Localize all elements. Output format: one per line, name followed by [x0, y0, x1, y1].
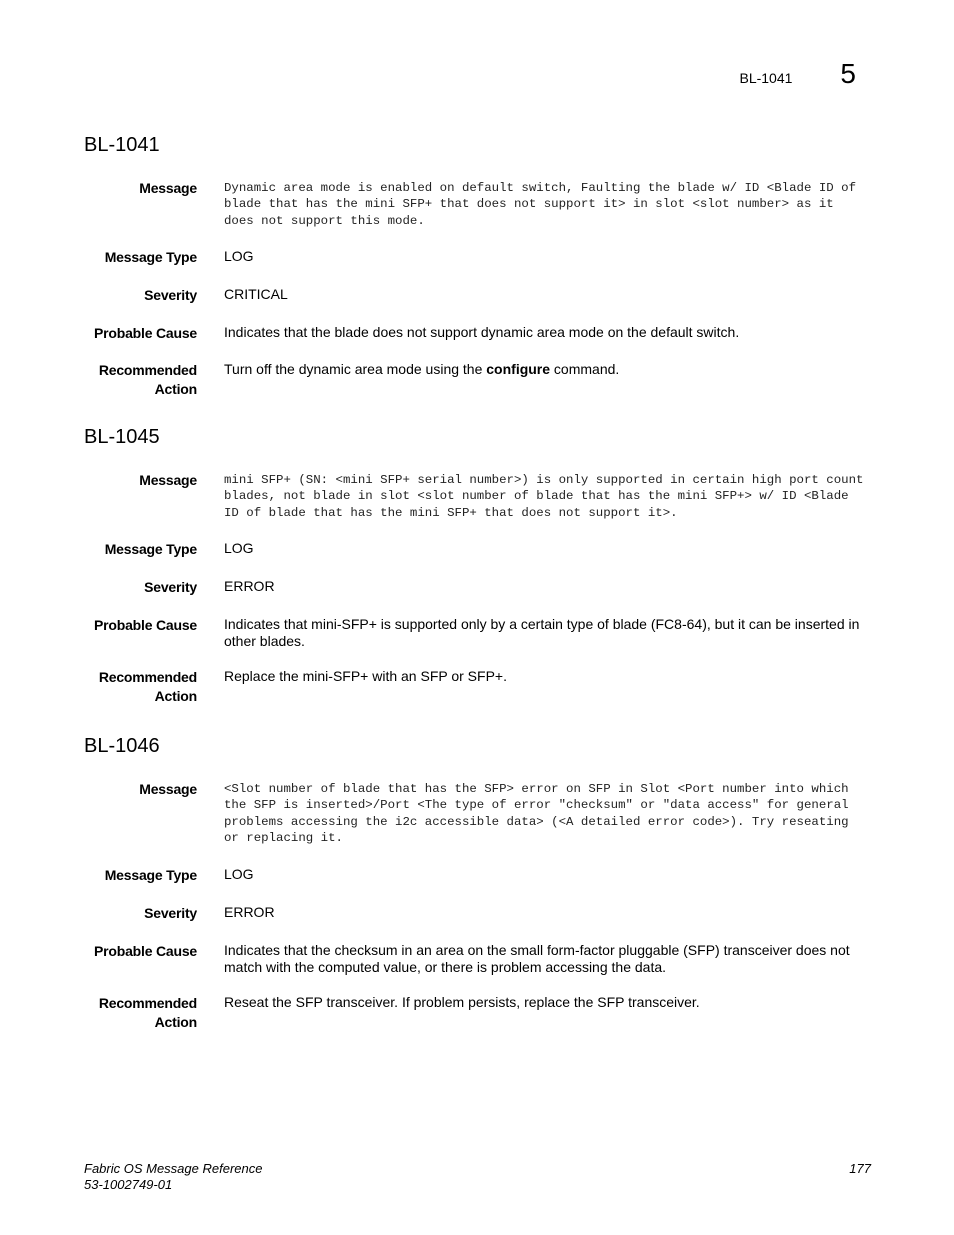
running-head: BL-1041	[739, 70, 793, 86]
chapter-number: 5	[840, 58, 856, 89]
severity-value: ERROR	[224, 578, 275, 595]
message-type-value: LOG	[224, 540, 254, 557]
recommended-action-row	[84, 361, 874, 399]
probable-cause-text: Indicates that the blade does not support dynamic area mode on the default switch.	[224, 324, 740, 341]
entry-heading: BL-1045	[84, 426, 160, 448]
probable-cause-label: Probable Cause	[93, 942, 197, 959]
entry-bl-1046	[84, 735, 874, 1032]
message-label: Message	[139, 180, 197, 196]
message-type-row	[84, 248, 874, 267]
recommended-action-label: Recommended Action	[98, 669, 197, 705]
message-type-value: LOG	[224, 865, 254, 882]
message-type-value: LOG	[224, 248, 254, 265]
message-type-row	[84, 866, 874, 885]
recommended-action-row	[84, 994, 874, 1032]
severity-row	[84, 286, 874, 305]
message-type-label: Message Type	[104, 541, 197, 558]
message-row	[84, 179, 874, 229]
message-row	[84, 471, 874, 521]
severity-label: Severity	[144, 287, 197, 304]
message-type-label: Message Type	[104, 866, 197, 883]
probable-cause-text: Indicates that mini-SFP+ is supported only by a certain type of blade (FC8-64), but it can be inserted in other blades.	[224, 616, 860, 650]
configure-command: configure	[486, 361, 551, 378]
message-text: Dynamic area mode is enabled on default switch, Faulting the blade w/ ID <Blade ID of blade that has the mini SFP+ that does not support it> in slot <slot number> as it does not support this mode.	[224, 181, 857, 228]
message-type-row	[84, 540, 874, 559]
probable-cause-label: Probable Cause	[93, 617, 197, 634]
recommended-action-label: Recommended Action	[98, 994, 197, 1030]
page-header	[739, 58, 856, 90]
recommended-action-label: Recommended Action	[98, 362, 197, 398]
severity-label: Severity	[144, 579, 197, 596]
entry-heading: BL-1046	[84, 735, 160, 757]
message-text: <Slot number of blade that has the SFP> error on SFP in Slot <Port number into which the SFP is inserted>/Port <The type of error "checksum" or "data access" for general problems accessing the i2c accessible data> (<A detailed error code>). Try reseating or replacing it.	[224, 782, 849, 846]
severity-value: ERROR	[224, 903, 275, 920]
recommended-action-text: Turn off the dynamic area mode using the configure command.	[224, 361, 620, 378]
footer-title: Fabric OS Message Reference	[84, 1161, 263, 1176]
message-label: Message	[139, 781, 197, 797]
severity-value: CRITICAL	[224, 286, 288, 303]
probable-cause-row	[84, 616, 874, 650]
recommended-action-text: Reseat the SFP transceiver. If problem persists, replace the SFP transceiver.	[224, 993, 700, 1010]
probable-cause-row	[84, 942, 874, 976]
footer-doc-number: 53-1002749-01	[84, 1177, 173, 1192]
severity-row	[84, 578, 874, 597]
message-text: mini SFP+ (SN: <mini SFP+ serial number>) is only supported in certain high port count blades, not blade in slot <slot number of blade that has the mini SFP+> w/ ID <Blade ID of blade that has the mini SFP+ that does not support it>.	[224, 473, 864, 520]
probable-cause-label: Probable Cause	[93, 325, 197, 342]
entry-bl-1045	[84, 426, 874, 706]
entry-bl-1041	[84, 134, 874, 399]
entry-heading: BL-1041	[84, 134, 160, 156]
recommended-action-text: Replace the mini-SFP+ with an SFP or SFP+.	[224, 668, 507, 685]
page-footer	[84, 1161, 871, 1193]
severity-label: Severity	[144, 904, 197, 921]
message-row	[84, 780, 874, 847]
probable-cause-row	[84, 324, 874, 343]
message-type-label: Message Type	[104, 249, 197, 266]
page-number: 177	[849, 1161, 871, 1176]
message-label: Message	[139, 472, 197, 488]
probable-cause-text: Indicates that the checksum in an area on the small form-factor pluggable (SFP) transceiver does not match with the computed value, or there is problem accessing the data.	[224, 941, 850, 975]
severity-row	[84, 904, 874, 923]
recommended-action-row	[84, 668, 874, 706]
